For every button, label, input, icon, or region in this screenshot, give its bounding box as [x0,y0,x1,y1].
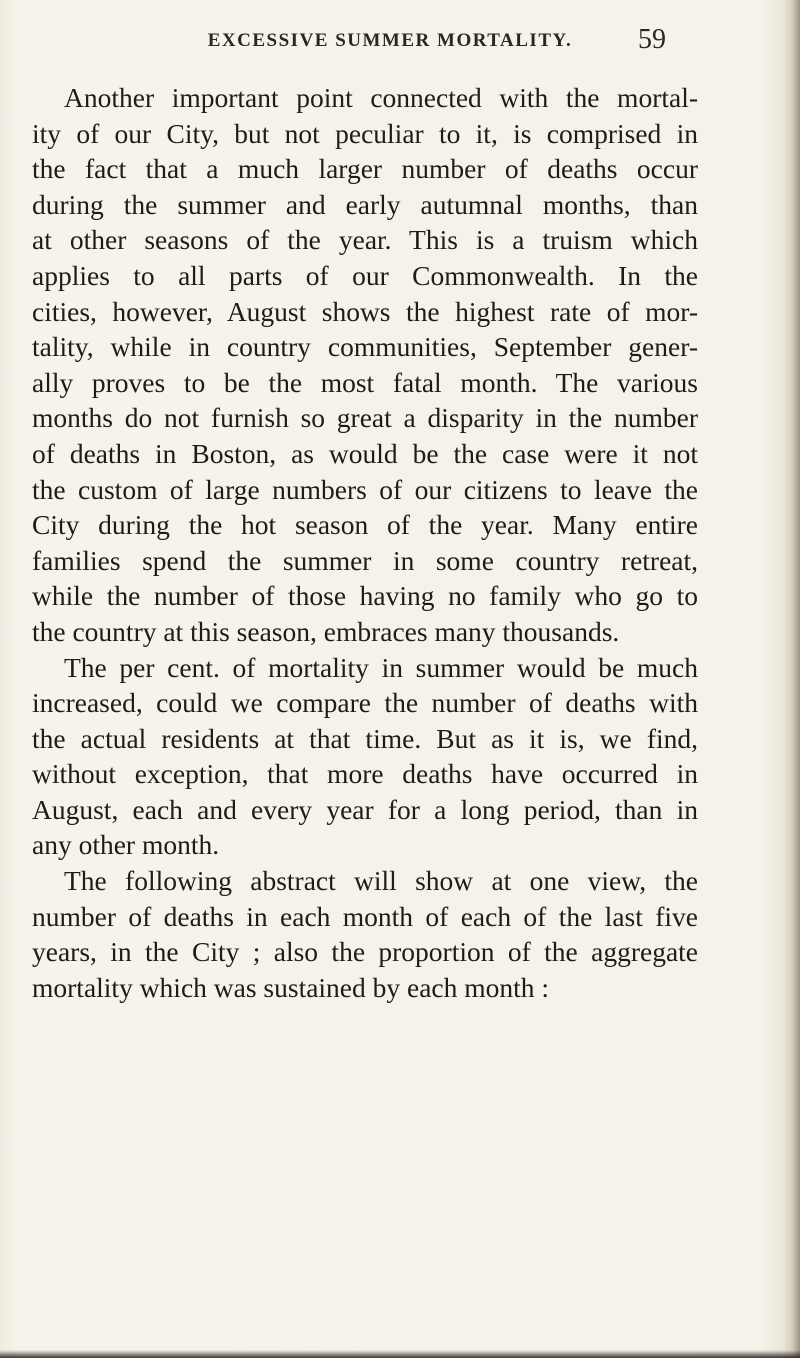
text-line: ally proves to be the most fatal month. The various [32,366,698,398]
text-line: increased, could we compare the number of deaths with [32,687,698,719]
text-line: ity of our City, but not peculiar to it, is comprised in [32,117,698,149]
text-line: the fact that a much larger number of deaths occur [32,153,698,185]
text-line: Another important point connected with the mortal- [64,82,698,113]
text-line: the country at this season, embraces many thousands. [32,615,620,647]
page-bottom-edge [0,1350,800,1358]
text-line: The following abstract will show at one view, the [64,865,698,897]
text-line: the actual residents at that time. But as it is, we find, [32,722,698,754]
text-line: tality, while in country communities, September gener- [32,331,698,363]
running-head: EXCESSIVE SUMMER MORTALITY. [207,30,573,51]
text-line: mortality which was sustained by each month : [32,971,550,1003]
text-line: families spend the summer in some country retreat, [32,544,698,576]
text-line: during the summer and early autumnal months, than [32,188,698,220]
text-line: of deaths in Boston, as would be the case were it not [32,437,698,469]
page-edge-shadow [782,0,800,1358]
text-line: while the number of those having no family who go to [32,580,698,612]
text-line: August, each and every year for a long period, than in [32,793,698,825]
text-line: applies to all parts of our Commonwealth. In the [32,259,698,291]
text-line: number of deaths in each month of each of the last five [32,900,698,932]
text-line: any other month. [32,829,220,861]
body-text [32,80,698,1005]
text-line: at other seasons of the year. This is a truism which [32,224,698,256]
text-line: City during the hot season of the year. Many entire [32,509,698,541]
text-line: The per cent. of mortality in summer would be much [64,651,698,683]
page-number: 59 [638,24,666,55]
text-line: years, in the City ; also the proportion of the aggregate [32,936,698,968]
text-line: without exception, that more deaths have occurred in [32,758,698,790]
text-line: cities, however, August shows the highest rate of mor- [32,295,698,327]
text-line: months do not furnish so great a disparity in the number [32,402,698,434]
text-line: the custom of large numbers of our citizens to leave the [32,473,698,505]
